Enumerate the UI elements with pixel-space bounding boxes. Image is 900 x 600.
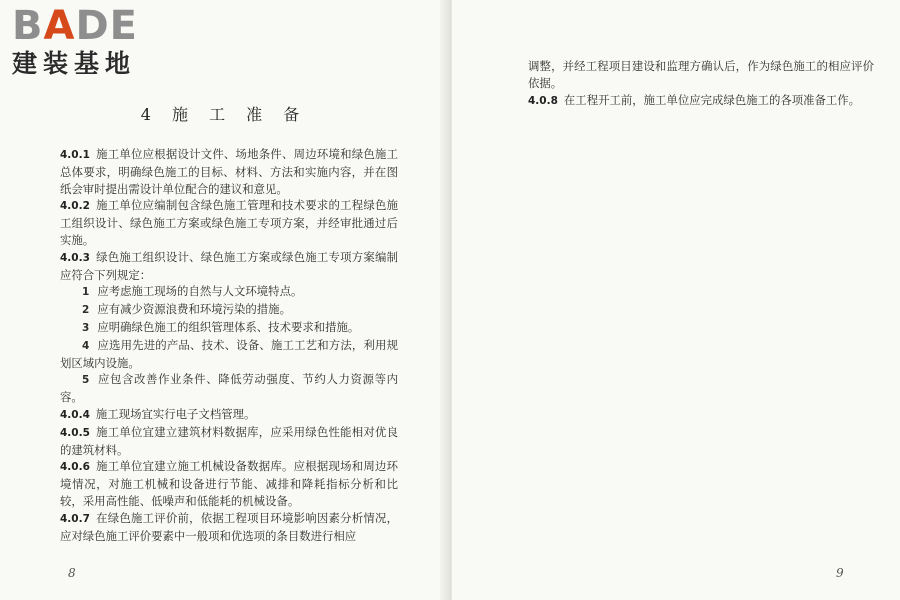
left-page [0, 0, 448, 600]
clause-text: 施工现场宜实行电子文档管理。 [95, 406, 256, 421]
logo-wordmark [12, 4, 138, 48]
clause-number: 4.0.5 [60, 426, 90, 439]
item-text: 应明确绿色施工的组织管理体系、技术要求和措施。 [97, 319, 360, 334]
clause-number: 4.0.6 [60, 461, 90, 474]
page-number-left: 8 [68, 566, 76, 580]
list-item-5 [60, 371, 398, 406]
item-number: 3 [82, 321, 90, 334]
item-text: 应选用先进的产品、技术、设备、施工工艺和方法，利用规划区域内设施。 [60, 337, 398, 370]
logo-letters-de: DE [75, 3, 138, 49]
clause-number: 4.0.8 [528, 94, 558, 107]
clause-text: 在工程开工前，施工单位应完成绿色施工的各项准备工作。 [563, 92, 861, 107]
clause-number: 4.0.1 [60, 149, 90, 161]
clause-text: 在绿色施工评价前，依据工程项目环境影响因素分析情况，应对绿色施工评价要素中一般项和优选项的条目数进行相应 [60, 510, 398, 543]
list-item-3 [60, 319, 398, 337]
chapter-title: 4 施 工 准 备 [140, 105, 308, 124]
clause-number: 4.0.2 [60, 200, 90, 213]
clause-number: 4.0.4 [60, 408, 90, 421]
item-number: 4 [82, 339, 90, 352]
clause-4-0-7 [60, 510, 398, 545]
clause-text: 施工单位宜建立建筑材料数据库，应采用绿色性能相对优良的建筑材料。 [60, 424, 398, 457]
right-page-body [528, 58, 874, 109]
clause-4-0-5 [60, 424, 398, 459]
left-page-body [60, 146, 398, 544]
page-number-right: 9 [836, 566, 844, 580]
clause-number: 4.0.3 [60, 251, 90, 264]
list-item-1 [60, 283, 398, 301]
item-number: 1 [82, 286, 90, 299]
logo-chinese-text: 建装基地 [12, 49, 137, 78]
list-item-2 [60, 301, 398, 319]
logo-letter-a: A [43, 3, 76, 49]
logo-letters-b: B [12, 3, 44, 49]
clause-4-0-3 [60, 249, 398, 284]
clause-text: 施工单位应根据设计文件、场地条件、周边环境和绿色施工总体要求，明确绿色施工的目标、材料、方法和实施内容，并在图纸会审时提出需设计单位配合的建议和意见。 [60, 147, 398, 196]
clause-4-0-6 [60, 458, 398, 509]
clause-text: 绿色施工组织设计、绿色施工方案或绿色施工专项方案编制应符合下列规定： [60, 249, 398, 282]
clause-text: 施工单位应编制包含绿色施工管理和技术要求的工程绿色施工组织设计、绿色施工方案或绿色施工专项方案，并经审批通过后实施。 [60, 198, 398, 247]
clause-text: 施工单位宜建立施工机械设备数据库。应根据现场和周边环境情况，对施工机械和设备进行节能、减排和降耗指标分析和比较，采用高性能、低噪声和低能耗的机械设备。 [60, 459, 398, 508]
bade-logo [12, 4, 182, 82]
item-number: 2 [82, 304, 90, 317]
item-text: 应有减少资源浪费和环境污染的措施。 [97, 302, 291, 317]
clause-4-0-7-continuation: 调整，并经工程项目建设和监理方确认后，作为绿色施工的相应评价依据。 [528, 59, 874, 90]
item-text: 应考虑施工现场的自然与人文环境特点。 [97, 284, 303, 299]
right-page [452, 0, 900, 600]
item-text: 应包含改善作业条件、降低劳动强度、节约人力资源等内容。 [60, 372, 398, 405]
clause-4-0-8 [528, 92, 874, 110]
clause-number: 4.0.7 [60, 512, 90, 525]
clause-4-0-1 [60, 146, 398, 197]
item-number: 5 [82, 374, 90, 387]
list-item-4 [60, 337, 398, 372]
clause-4-0-4 [60, 406, 398, 424]
clause-4-0-2 [60, 197, 398, 248]
